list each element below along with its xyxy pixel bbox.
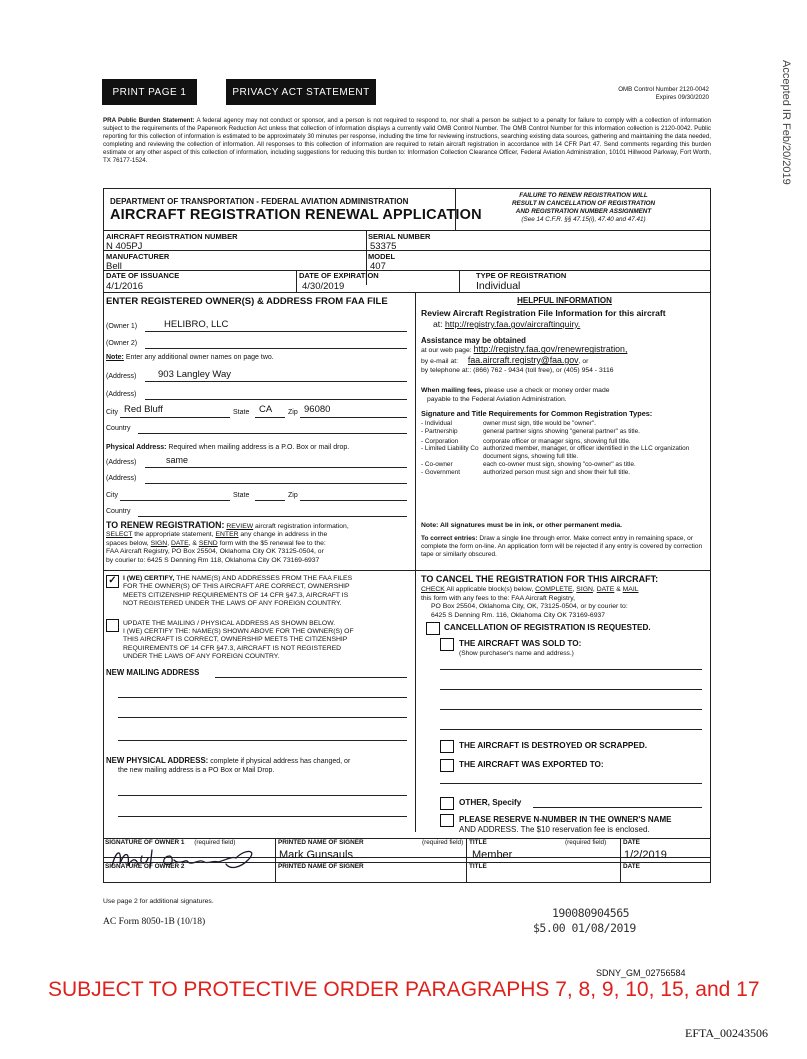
renewal-warning [456, 192, 711, 224]
address-value[interactable]: 903 Langley Way [158, 369, 232, 380]
type-partnership: - Partnership [421, 427, 458, 435]
renew-review: REVIEW [226, 523, 254, 530]
phys-state-field[interactable] [255, 500, 285, 501]
printed1-required: (required field) [422, 839, 464, 846]
phone-text: by telephone at:: (866) 762 - 9434 (toll free), or (405) 954 - 3116 [421, 367, 614, 375]
cancel-sign: SIGN [576, 586, 593, 593]
renew-heading: TO RENEW REGISTRATION: [106, 520, 225, 530]
certify-checkbox[interactable]: ✓ [106, 575, 119, 588]
rule [620, 838, 621, 882]
new-mailing-line-2[interactable] [118, 697, 407, 698]
sig-req-table [421, 420, 711, 477]
sold-line-4[interactable] [440, 729, 702, 730]
cancel-l2: this form with any fees to the: FAA Aircraft Registry, [421, 594, 575, 602]
web-label: at our web page: [421, 347, 472, 355]
sig1-required: (required field) [194, 839, 236, 846]
new-physical-line-2[interactable] [118, 816, 407, 817]
rule [459, 270, 460, 292]
physical-heading: Physical Address: [106, 444, 167, 451]
sig1-label-text: SIGNATURE OF OWNER 1 [105, 839, 185, 846]
physical-address-note [106, 443, 349, 452]
rule [710, 838, 711, 882]
rule [103, 862, 711, 863]
rule [103, 292, 711, 293]
aircraft-sold-sub: (Show purchaser's name and address.) [459, 650, 574, 657]
phys-country-field[interactable] [138, 516, 407, 517]
rule [415, 570, 711, 571]
printed1-label: PRINTED NAME OF SIGNER [278, 839, 364, 846]
address-label: (Address) [106, 373, 137, 380]
certify-text [123, 575, 413, 609]
column-divider [415, 292, 416, 832]
accepted-stamp: Accepted IR Feb/20/2019 [780, 60, 792, 185]
warning-line-1: FAILURE TO RENEW REGISTRATION WILL [519, 192, 648, 199]
sold-line-2[interactable] [440, 689, 702, 690]
pra-statement [103, 117, 711, 165]
renew-enter: ENTER [215, 531, 239, 539]
pra-text: A federal agency may not conduct or sponsor, and a person is not required to respond to, nor shall a person be subject to a penalty for failure to comply with a collection of information subject to the requirements of the Paperwork Reduction Act unless that collection of information displays a currently valid OMB Control Number. The OMB Control Number for this information collection is 2120-0042. Public reporting for this collection of information is estimated to be approximately 30 minutes per response, including the time for reviewing instructions, searching existing data sources, gathering and maintaining the data needed, completing and reviewing the collection of information. All responses to this collection of information are required to retain aircraft registration in accordance with 14 CFR Part 47. Send comments regarding this burden estimate or any other aspect of this collection of information, including suggestions for reducing this burden to: Information Collection Clearance Officer, Federal Aviation Administration, 10101 Hillwood Parkway, Fort Worth, TX 76177-1524. [103, 117, 711, 164]
omb-number: OMB Control Number 2120-0042 [618, 86, 709, 93]
destroyed-checkbox[interactable] [440, 740, 454, 753]
warning-line-4: (See 14 C.F.R. §§ 47.15(i), 47.40 and 47.41) [521, 216, 646, 223]
rule [103, 882, 711, 883]
physical-text: Required when mailing address is a P.O. Box or mail drop. [168, 444, 350, 451]
protective-order: SUBJECT TO PROTECTIVE ORDER PARAGRAPHS 7, 8, 9, 10, 15, and 17 [48, 978, 760, 1001]
owner1-label: (Owner 1) [106, 323, 138, 330]
cancel-l4: 6425 S Denning Rm. 116, Oklahoma City OK 73169-6937 [431, 611, 606, 619]
title2-label: TITLE [469, 863, 487, 870]
issuance-label: DATE OF ISSUANCE [106, 271, 180, 280]
update-text-3: THIS AIRCRAFT IS CORRECT, OWNERSHIP MEETS THE CITIZENSHIP [123, 636, 348, 644]
req-partnership: general partner signs showing "general partner" as title. [483, 427, 640, 435]
stamp-number: 190080904565 [552, 906, 630, 920]
other-checkbox[interactable] [440, 797, 454, 810]
aircraft-sold-label: THE AIRCRAFT WAS SOLD TO: [459, 639, 582, 648]
type-government: - Government [421, 468, 461, 476]
new-mailing-line-1[interactable] [215, 677, 407, 678]
fees-block [421, 387, 711, 404]
issuance-value[interactable]: 4/1/2016 [106, 281, 143, 292]
review-line-1: Review Aircraft Registration File Information for this aircraft [421, 308, 666, 318]
email-or: , or [578, 357, 589, 365]
address2-label: (Address) [106, 391, 137, 398]
state-value[interactable]: CA [259, 404, 273, 415]
new-physical-note [106, 756, 412, 775]
date1-value[interactable]: 1/2/2019 [624, 849, 667, 861]
sig-req-heading: Signature and Title Requirements for Common Registration Types: [421, 409, 653, 418]
type-individual: - Individual [421, 420, 452, 427]
review-file [421, 308, 711, 330]
renew-t1: aircraft registration information, [255, 523, 349, 530]
aircraft-sold-checkbox[interactable] [440, 638, 454, 651]
cancel-heading: TO CANCEL THE REGISTRATION FOR THIS AIRCRAFT: [421, 574, 659, 584]
cancel-complete: COMPLETE [535, 586, 573, 593]
new-physical-l1: complete if physical address has changed, or [210, 758, 351, 765]
cancel-date: DATE [596, 586, 615, 593]
new-mailing-line-4[interactable] [118, 740, 407, 741]
omb-expires: Expires 09/30/2020 [655, 94, 709, 101]
registration-type-label: TYPE OF REGISTRATION [476, 271, 567, 280]
date2-label: DATE [623, 863, 640, 870]
new-mailing-line-3[interactable] [118, 717, 407, 718]
update-text-1: UPDATE THE MAILING / PHYSICAL ADDRESS AS SHOWN BELOW. [123, 620, 336, 627]
other-specify-line[interactable] [533, 807, 702, 808]
stamp-fee: $5.00 01/08/2019 [533, 921, 636, 935]
efta-number: EFTA_00243506 [685, 1026, 769, 1040]
owner1-value[interactable]: HELIBRO, LLC [164, 319, 229, 330]
exported-label: THE AIRCRAFT WAS EXPORTED TO: [459, 760, 604, 769]
title1-value[interactable]: Member [472, 849, 513, 861]
renew-date: DATE [171, 539, 189, 547]
sold-line-3[interactable] [440, 709, 702, 710]
destroyed-label: THE AIRCRAFT IS DESTROYED OR SCRAPPED. [459, 741, 648, 750]
city-label: City [106, 409, 119, 416]
type-corporation: - Corporation [421, 437, 459, 445]
rule [145, 467, 407, 468]
exported-line[interactable] [440, 783, 702, 784]
owner2-field[interactable] [145, 348, 407, 349]
renew-line3: FAA Aircraft Registry, PO Box 25504, Oklahoma City OK 73125-0504, or [106, 548, 324, 556]
email-link[interactable]: faa.aircraft.registry@faa.gov [467, 354, 579, 365]
rule [103, 250, 711, 251]
renew-t2: the appropriate statement, [134, 531, 214, 539]
phys-country-label: Country [106, 508, 131, 515]
rule [103, 230, 711, 231]
type-llc: - Limited Liability Co [421, 445, 479, 453]
other-label: OTHER, Specify [459, 798, 522, 807]
renew-sign: SIGN [150, 539, 168, 547]
req-llc: authorized member, manager, or officer identified in the LLC organization document signs, showing full title. [483, 445, 690, 461]
owners-heading: ENTER REGISTERED OWNER(S) & ADDRESS FROM FAA FILE [106, 296, 388, 307]
certify-text-1: THE NAME(S) AND ADDRESSES FROM THE FAA FILES [176, 575, 353, 582]
serial-number-label: SERIAL NUMBER [368, 232, 431, 241]
cancel-amp: & [616, 586, 621, 593]
rule [255, 417, 285, 418]
review-at: at: [433, 319, 443, 329]
zip-value[interactable]: 96080 [304, 404, 331, 415]
state-label: State [233, 409, 250, 416]
renew-instructions: TO RENEW REGISTRATION: REVIEW aircraft registration information, SELECT the appropriate statement, ENTER any change in address in the spaces below, SIGN, DATE, & SEND form with the $5 renewal fee to the: FAA Aircraft Registry, PO Box 25504, Oklahoma City OK 73125-0504, or by courier to: 6425 S Denning Rm 118, Oklahoma City OK 73169-6937 [106, 521, 412, 565]
title1-label: TITLE [469, 839, 487, 846]
reserve-l1: PLEASE RESERVE N-NUMBER IN THE OWNER'S NAME [459, 815, 672, 824]
model-label: MODEL [368, 252, 396, 261]
sold-line-1[interactable] [440, 669, 702, 670]
rule [103, 570, 415, 571]
sig2-label: SIGNATURE OF OWNER 2 [105, 863, 185, 870]
rule [145, 381, 407, 382]
cancel-mail: MAIL [622, 586, 639, 593]
rule [145, 331, 407, 332]
update-text [123, 620, 413, 661]
update-address-checkbox[interactable] [106, 619, 119, 632]
title1-required: (required field) [565, 839, 607, 846]
phys-address2-label: (Address) [106, 475, 137, 482]
manufacturer-value[interactable]: Bell [106, 261, 122, 272]
phys-address-label: (Address) [106, 459, 137, 466]
phys-city-label: City [106, 492, 119, 499]
model-value[interactable]: 407 [370, 261, 386, 272]
type-coowner: - Co-owner [421, 460, 453, 468]
reserve-l2: AND ADDRESS. The $10 reservation fee is enclosed. [459, 825, 650, 834]
renew-select: SELECT [106, 531, 133, 539]
city-value[interactable]: Red Bluff [124, 404, 163, 415]
web-link[interactable]: http://registry.faa.gov/renewregistration, [473, 344, 628, 355]
manufacturer-label: MANUFACTURER [106, 252, 170, 261]
warning-line-3: AND REGISTRATION NUMBER ASSIGNMENT [515, 208, 652, 215]
registration-type-value[interactable]: Individual [476, 280, 521, 292]
dept-line: DEPARTMENT OF TRANSPORTATION - FEDERAL AVIATION ADMINISTRATION [110, 197, 409, 206]
page2-note: Use page 2 for additional signatures. [103, 898, 214, 905]
form-title: AIRCRAFT REGISTRATION RENEWAL APPLICATION [110, 207, 482, 223]
renew-line4: by courier to: 6425 S Denning Rm 118, Oklahoma City OK 73169-6937 [106, 556, 320, 564]
renew-t5: form with the $5 renewal fee to the: [219, 539, 326, 547]
new-physical-heading: NEW PHYSICAL ADDRESS: [106, 756, 209, 765]
renew-t4: spaces below, [106, 539, 149, 547]
reg-number-value[interactable]: N 405PJ [106, 241, 143, 252]
rule [296, 270, 297, 292]
reg-number-label: AIRCRAFT REGISTRATION NUMBER [106, 232, 238, 241]
req-coowner: each co-owner must sign, showing "co-owner" as title. [483, 460, 636, 468]
certify-text-4: NOT REGISTERED UNDER THE LAWS OF ANY FOREIGN COUNTRY. [123, 600, 342, 608]
printed2-label: PRINTED NAME OF SIGNER [278, 863, 364, 870]
helpful-heading: HELPFUL INFORMATION [517, 296, 612, 305]
cancel-l3: PO Box 25504, Oklahoma City, OK, 73125-0504, or by courier to: [431, 603, 628, 611]
update-text-5: UNDER THE LAWS OF ANY FOREIGN COUNTRY. [123, 652, 280, 660]
phys-city-field[interactable] [120, 500, 230, 501]
phys-state-label: State [233, 492, 250, 499]
certify-lead: I (WE) CERTIFY, [123, 575, 175, 582]
fees-text: please use a check or money order made [484, 387, 610, 394]
fees-bold: When mailing fees, [421, 387, 483, 394]
country-field[interactable] [138, 433, 407, 434]
bates-number: SDNY_GM_02756584 [596, 968, 686, 978]
req-individual: owner must sign, title would be "owner". [483, 420, 596, 427]
rule [103, 270, 711, 271]
reserve-text [459, 815, 709, 835]
privacy-act-button[interactable]: PRIVACY ACT STATEMENT [226, 79, 376, 105]
owners-note [106, 353, 274, 362]
cancel-l1-text: All applicable block(s) below, [446, 586, 534, 593]
reserve-checkbox[interactable] [440, 814, 454, 827]
side-stamp-wrap [778, 60, 792, 260]
print-page-button[interactable]: PRINT PAGE 1 [102, 79, 197, 105]
certify-text-2: FOR THE OWNER(S) OF THIS AIRCRAFT ARE CORRECT, OWNERSHIP [123, 583, 350, 591]
correct-bold: To correct entries: [421, 535, 478, 542]
new-physical-line-1[interactable] [118, 795, 407, 796]
certify-text-3: MEETS CITIZENSHIP REQUIREMENTS OF 14 CFR §47.3, AIRCRAFT IS [123, 591, 349, 599]
phys-address2-field[interactable] [145, 483, 407, 484]
phys-address-value[interactable]: same [166, 455, 189, 465]
cancel-instructions: CHECK All applicable block(s) below, COMPLETE, SIGN, DATE & MAIL this form with any fees to the: FAA Aircraft Registry, PO Box 25504, Oklahoma City, OK, 73125-0504, or by courier to: 6425 S Denning Rm. 116, Oklahoma City OK 73169-6937 [421, 586, 711, 620]
new-physical-l2: the new mailing address is a PO Box or Mail Drop. [118, 767, 275, 774]
email-label: by e-mail at: [421, 357, 459, 365]
fees-text-2: payable to the Federal Aviation Administration. [427, 395, 567, 403]
ink-note: Note: All signatures must be in ink, or other permanent media. [421, 522, 623, 529]
cancel-requested-checkbox[interactable] [426, 622, 440, 635]
correct-entries [421, 535, 709, 560]
serial-number-value[interactable]: 53375 [370, 241, 397, 252]
rule [466, 838, 467, 882]
sig1-label [105, 839, 235, 846]
cancel-requested-label: CANCELLATION OF REGISTRATION IS REQUESTED. [444, 623, 651, 632]
req-government: authorized person must sign and show their full title. [483, 468, 631, 476]
exported-checkbox[interactable] [440, 759, 454, 772]
rule [103, 838, 104, 882]
printed1-value[interactable]: Mark Gunsauls [279, 849, 353, 861]
cancel-check: CHECK [421, 586, 445, 593]
owner2-label: (Owner 2) [106, 340, 138, 347]
renew-t3: any change in address in the [240, 531, 328, 539]
update-text-2: I (WE) CERTIFY THE: NAME(S) SHOWN ABOVE FOR THE OWNER(S) OF [123, 628, 354, 636]
review-link[interactable]: http://registry.faa.gov/aircraftinquiry. [444, 319, 581, 329]
phys-zip-label: Zip [288, 492, 298, 499]
correct-text: Draw a single line through error. Make correct entry in remaining space, or complete the form on-line. An application form will be rejected if any entry is covered by correction tape or similarly obscured. [421, 535, 703, 559]
warning-line-2: RESULT IN CANCELLATION OF REGISTRATION [511, 200, 656, 207]
pra-heading: PRA Public Burden Statement: [103, 117, 195, 124]
rule [300, 417, 407, 418]
omb-control [618, 86, 709, 102]
assistance-block [421, 336, 711, 376]
zip-label: Zip [288, 409, 298, 416]
assist-heading: Assistance may be obtained [421, 336, 526, 345]
new-mailing-label: NEW MAILING ADDRESS [106, 668, 200, 677]
address2-field[interactable] [145, 399, 407, 400]
date1-label: DATE [623, 839, 640, 846]
update-text-4: REQUIREMENTS OF 14 CFR §47.3, AIRCRAFT IS NOT REGISTERED [123, 644, 342, 652]
phys-zip-field[interactable] [300, 500, 407, 501]
renew-send: SEND [198, 539, 218, 547]
country-label: Country [106, 425, 131, 432]
note-label: Note: [106, 354, 124, 361]
expiration-value[interactable]: 4/30/2019 [302, 281, 345, 292]
note-text: Enter any additional owner names on page two. [125, 354, 274, 361]
req-corporation: corporate officer or manager signs, showing full title. [483, 437, 631, 445]
rule [120, 417, 230, 418]
expiration-label: DATE OF EXPIRATION [299, 271, 379, 280]
form-number: AC Form 8050-1B (10/18) [103, 917, 206, 927]
